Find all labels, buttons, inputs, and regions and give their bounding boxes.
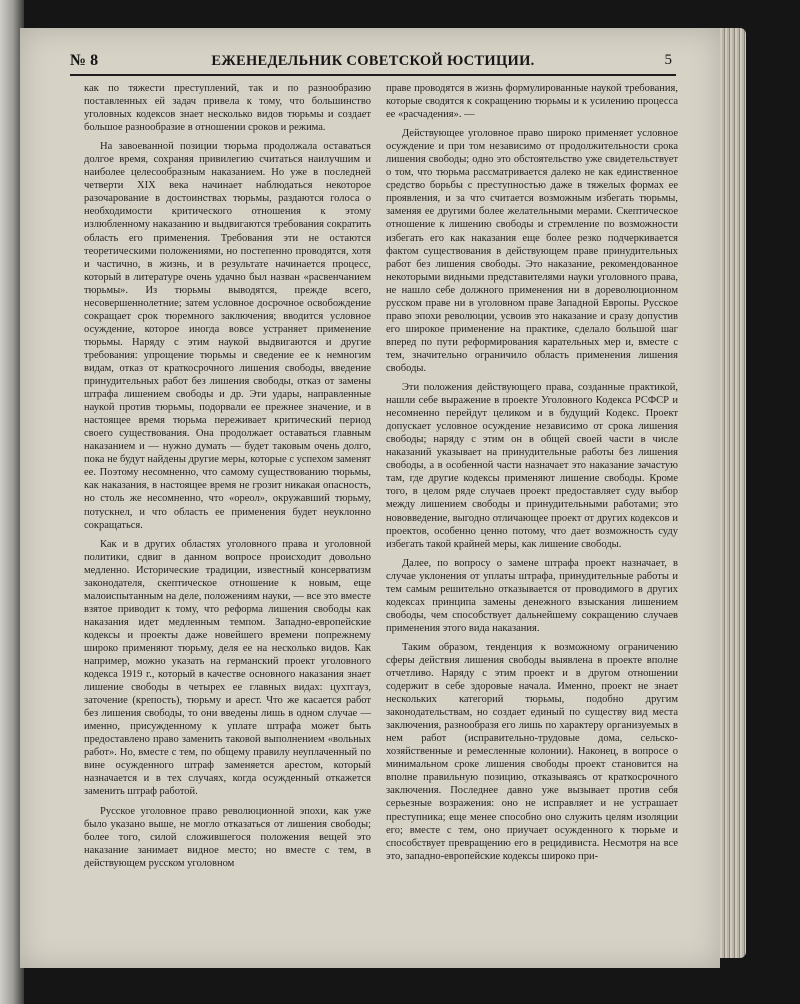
page-number: 5 [664,52,672,68]
paragraph: Эти положения действующего права, созданные практикой, нашли себе выражение в проекте Уголовного Кодекса РСФСР и несомненно перейдут целиком и в будущий Кодекс. Проект допускает условное осуждение независимо от срока лишения свободы; наряду с этим он в общей своей части в числе наказаний указывает на принудительные работы без лишения свободы, а в особенной части назначает это наказание зачастую там, где другие кодексы применяют лишение свободы. Кроме того, в целом ряде случаев проект предоставляет суду выбор между лишением свободы и принудительными работами; это нововведение, выгодно отличающее проект от других кодексов и проектов, особенно ценно потому, что дает возможность суду избегать такой крайней меры, как лишение свободы. [386,382,678,550]
journal-title: ЕЖЕНЕДЕЛЬНИК СОВЕТСКОЙ ЮСТИЦИИ. [211,53,535,69]
left-column [84,82,371,876]
right-column [386,82,678,869]
paragraph: Как и в других областях уголовного права и уголовной политики, сдвиг в данном вопросе происходит довольно медленно. Исторические традиции, известный консерватизм законодателя, скептическое отношение к новым, еще малоиспытанным на деле, положениям науки, — все это вместе взятое приводит к тому, что реформа лишения свободы как наказания идет медленным темпом. Западно-европейские кодексы и проекты даже новейшего времени попрежнему широко применяют тюрьму, деля ее на несколько видов. Как например, можно указать на германский проект уголовного кодекса 1919 г., который в качестве основного наказания знает лишение свободы в четырех ее главных видах: цухтгауз, заточение (крепость), тюрьму и арест. Что же касается работ без лишения свободы, то они введены лишь в одном случае — именно, присужденному к уплате штрафа может быть предоставлено право заменить таковой выполнением «вольных работ». Но, вместе с тем, по общему правилу неуплаченный по вине осужденного штраф заменяется арестом, который назначается и в тех случаях, когда осужденный откажется заменить штраф работой. [84,538,371,798]
paragraph: Русское уголовное право революционной эпохи, как уже было указано выше, не могло отказаться от лишения свободы; более того, силой сложившегося положения вещей это наказание занимает видное место; но вместе с тем, в действующем русском уголовном [84,805,371,869]
paragraph: праве проводятся в жизнь формулированные наукой требования, которые сводятся к сокращению тюрьмы и к усилению процесса ее «расчадения». — [386,83,678,121]
page-header [70,52,676,76]
paragraph: Действующее уголовное право широко применяет условное осуждение и при том независимо от продолжительности срока лишения свободы; одно это обстоятельство уже свидетельствует о том, что тюрьма рассматривается далеко не как единственное средство борьбы с преступностью даже в тяжелых формах ее проявления, и за что считается возможным избегать тюрьмы, заменяя ее другими более желательными мерами. Скептическое отношение к лишению свободы и стремление по возможности избегать его как наказания еще более резко подчеркивается фактом существования в действующем праве принудительных работ без лишения свободы. Это наказание, рекомендованное некоторыми видными представителями науки уголовного права, не нашло себе должного применения ни в дореволюционном русском праве ни в уголовном праве Западной Европы. Русское право эпохи революции, усвоив это наказание и сразу допустив его широкое применение на практике, сделало большой шаг вперед по пути реформирования карательных мер и, вместе с тем, значительно ограничило область применения лишения свободы. [386,128,678,374]
paragraph: Таким образом, тенденция к возможному ограничению сферы действия лишения свободы выявлена в проекте вполне отчетливо. Наряду с этим проект и в другом отношении содержит в себе здоровые начала. Именно, проект не знает нескольких категорий тюрьмы, подобно другим законодательствам, но создает единый по существу вид места заключения, разнообразя его лишь по характеру организуемых в нем работ (исправительно-трудовые дома, сельско-хозяйственные и ремесленные колонии). Наконец, в вопросе о минимальном сроке лишения свободы проект становится на вполне правильную позицию, отказываясь от краткосрочного заключения. Последнее давно уже вызывает против себя серьезные возражения: оно не исправляет и не устрашает преступника; еще менее способно оно служить целям изоляции его; вместе с тем, оно приучает осужденного к тюрьме и способствует превращению его в рецидивиста. Несмотря на все это, западно-европейские кодексы широко при- [386,641,678,862]
paragraph: как по тяжести преступлений, так и по разнообразию поставленных ей задач привела к тому, что большинство уголовных кодексов знает несколько видов тюрьмы и создает большое разнообразие в отношении сроков и режима. [84,83,371,134]
paragraph: На завоеванной позиции тюрьма продолжала оставаться долгое время, сохраняя привилегию считаться наилучшим и наиболее целесообразным наказанием. Но уже в последней четверти XIX века начинает наблюдаться некоторое разочарование в достоинствах тюрьмы, раздаются голоса о необходимости критического отношения к этому излюбленному наказанию и выдвигаются требования сократить область его применения. Требования эти не остаются теоретическими положениями, но постепенно проводятся, хотя и частично, в жизнь, и в результате начинается процесс, который в литературе очень удачно был назван «расвенчанием тюрьмы». Из тюрьмы выводятся, прежде всего, несовершеннолетние; затем условное досрочное освобождение сокращает срок тюремного заключения; вводится условное осуждение, которое иногда вовсе устраняет применение тюрьмы. Наряду с этим наукой выдвигаются и другие требования: упрощение тюрьмы и сведение ее к немногим видам, отказ от краткосрочного лишения свободы, введение принудительных работ без лишения свободы, отказ от замены штрафа лишением свободы и др. Эти удары, направленные наукой против тюрьмы, подорвали ее прежнее значение, и в настоящее время тюрьма переживает критический период своего существования. Она продолжает оставаться главным наказанием и — нужно думать — будет таковым очень долго, пока не будут найдены другие меры, которые с успехом заменят ее. Поэтому несомненно, что самому существованию тюрьмы, как наказания, в настоящее время не грозит никакая опасность, но столь же несомненно, что «ореол», окружавший тюрьму, потускнел, и что область ее применения будет неуклонно сокращаться. [84,141,371,531]
paragraph: Далее, по вопросу о замене штрафа проект назначает, в случае уклонения от уплаты штрафа, принудительные работы и тем самым решительно отказывается от проводимого в других кодексах принципа замены денежного взыскания лишением свободы, чем способствует дальнейшему сокращению случаев применения этого вида наказания. [386,557,678,634]
issue-number: № 8 [70,52,99,69]
